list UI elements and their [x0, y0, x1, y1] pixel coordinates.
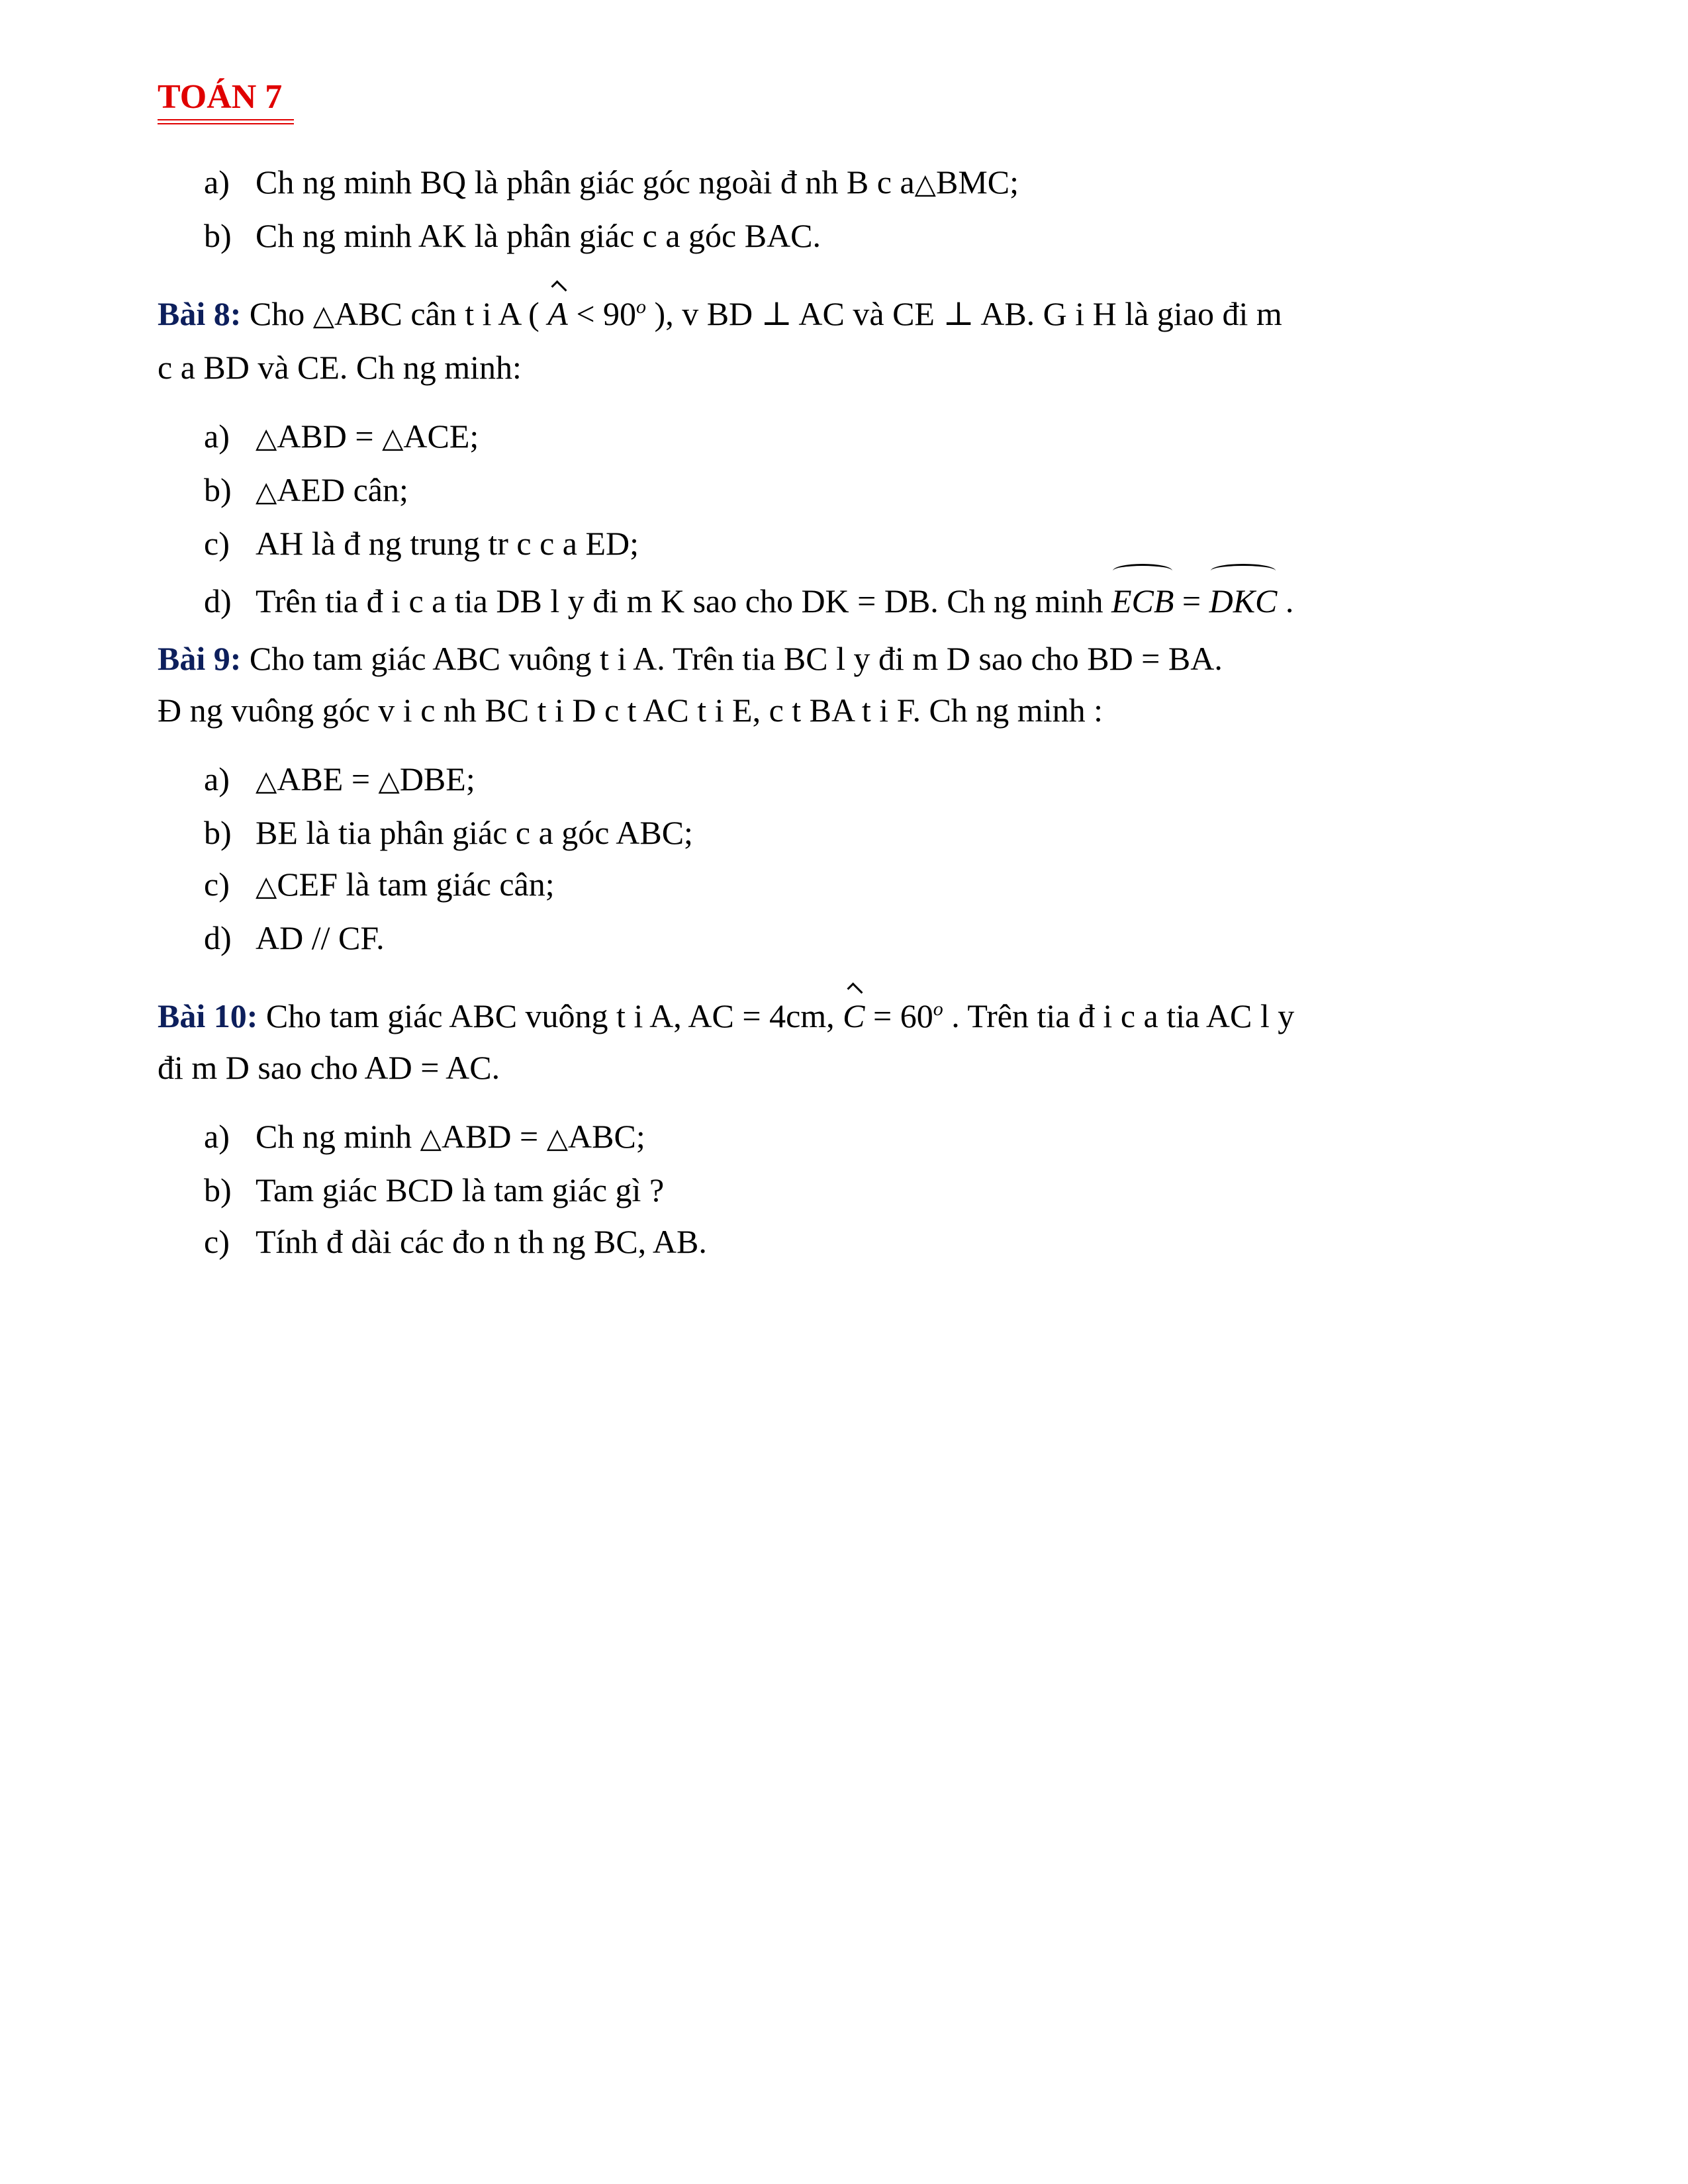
list-item [158, 753, 1530, 807]
exercise-8-label: Bài 8: [158, 295, 242, 332]
item-marker: a) [204, 418, 230, 455]
item-marker: a) [204, 760, 230, 797]
exercise-10-statement-line2: đi m D sao cho AD = AC. [158, 1049, 500, 1086]
exercise-10-statement [158, 983, 1530, 1042]
item-text: AED cân; [277, 471, 408, 508]
document-body [158, 156, 1530, 1267]
degree-symbol: o [636, 296, 647, 318]
angle-arc-symbol: DKC [1209, 569, 1278, 633]
item-text: ABD = [277, 418, 383, 455]
page-title: TOÁN 7 [158, 78, 283, 116]
item-marker: b) [204, 471, 232, 508]
item-text: ABD = [441, 1118, 547, 1155]
list-item [158, 858, 1530, 912]
triangle-symbol: △ [256, 475, 277, 508]
item-text: CEF là tam giác cân; [277, 866, 555, 903]
angle-hat-symbol: C [843, 990, 865, 1042]
list-item [158, 464, 1530, 518]
item-marker: d) [204, 919, 232, 956]
item-text: Ch ng minh AK là phân giác c a góc BAC. [256, 217, 821, 254]
exercise-8-statement-line2: c a BD và CE. Ch ng minh: [158, 349, 522, 386]
triangle-symbol: △ [256, 870, 277, 902]
item-text: Trên tia đ i c a tia DB l y đi m K sao cho DK = DB. Ch ng minh [256, 582, 1111, 619]
title-underline-second [158, 123, 294, 124]
item-text: AD // CF. [256, 919, 385, 956]
triangle-symbol: △ [312, 299, 335, 332]
triangle-symbol: △ [546, 1122, 569, 1154]
list-item [158, 156, 1530, 210]
item-text: ABE = [277, 760, 379, 797]
statement-text: Cho [241, 295, 313, 332]
list-item [158, 518, 1530, 569]
item-text-end: DBE; [399, 760, 475, 797]
item-text: = [1174, 582, 1209, 619]
item-marker: c) [204, 525, 230, 562]
exercise-9-statement [158, 633, 1530, 684]
item-text-end: . [1277, 582, 1294, 619]
statement-text: Cho tam giác ABC vuông t i A, AC = 4cm, [258, 997, 843, 1034]
triangle-symbol: △ [914, 167, 936, 200]
item-text-end: BMC; [935, 163, 1019, 201]
list-item [158, 912, 1530, 964]
triangle-symbol: △ [256, 764, 277, 797]
item-marker: d) [204, 582, 232, 619]
item-text: Ch ng minh [256, 1118, 420, 1155]
list-item [158, 807, 1530, 858]
degree-symbol: o [933, 998, 943, 1020]
item-text: BE là tia phân giác c a góc ABC; [256, 814, 693, 851]
item-marker: b) [204, 814, 232, 851]
list-item [158, 569, 1530, 633]
title-underline [158, 119, 294, 120]
list-item [158, 1164, 1530, 1216]
list-item [158, 1216, 1530, 1267]
item-text: Ch ng minh BQ là phân giác góc ngoài đ nh B c a [256, 163, 915, 201]
item-marker: a) [204, 1118, 230, 1155]
triangle-symbol: △ [378, 764, 400, 797]
exercise-8-statement [158, 281, 1530, 341]
list-item [158, 210, 1530, 261]
statement-text: ), v BD ⊥ AC và CE ⊥ AB. G i H là giao đi m [646, 295, 1282, 332]
item-text: Tam giác BCD là tam giác gì ? [256, 1171, 665, 1208]
item-text: AH là đ ng trung tr c c a ED; [256, 525, 639, 562]
statement-text: . Trên tia đ i c a tia AC l y [943, 997, 1295, 1034]
item-marker: a) [204, 163, 230, 201]
statement-text: ABC cân t i A ( [334, 295, 548, 332]
angle-hat-symbol: A [547, 288, 568, 340]
exercise-10-label: Bài 10: [158, 997, 258, 1034]
exercise-9-label: Bài 9: [158, 640, 242, 677]
statement-text: = 60 [865, 997, 933, 1034]
triangle-symbol: △ [420, 1122, 442, 1154]
exercise-9-statement-line2: Đ ng vuông góc v i c nh BC t i D c t AC t i E, c t BA t i F. Ch ng minh : [158, 692, 1103, 729]
item-text-end: ABC; [568, 1118, 645, 1155]
item-marker: c) [204, 1223, 230, 1260]
triangle-symbol: △ [382, 422, 404, 454]
item-text: Tính đ dài các đo n th ng BC, AB. [256, 1223, 707, 1260]
triangle-symbol: △ [256, 422, 277, 454]
statement-text: < 90 [567, 295, 637, 332]
angle-arc-symbol: ECB [1111, 569, 1174, 633]
list-item [158, 1111, 1530, 1164]
list-item [158, 410, 1530, 464]
item-text-end: ACE; [403, 418, 479, 455]
item-marker: b) [204, 217, 232, 254]
item-marker: b) [204, 1171, 232, 1208]
item-marker: c) [204, 866, 230, 903]
statement-text: Cho tam giác ABC vuông t i A. Trên tia BC l y đi m D sao cho BD = BA. [241, 640, 1223, 677]
